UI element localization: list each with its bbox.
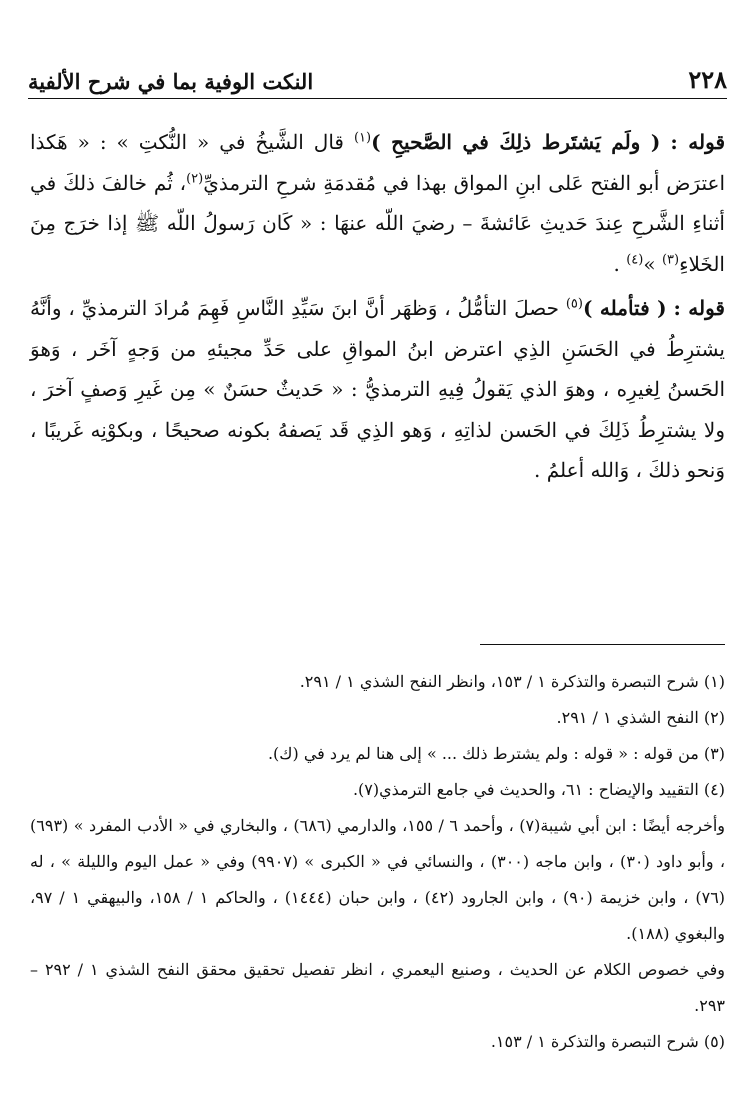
paragraph-1-intro: قوله :: [670, 130, 725, 154]
paragraph-2-text: حصلَ التأمُّلُ ، وَظهَر أنَّ ابنَ سَيِّدِ النَّاسِ فَهِمَ مُرادَ الترمذيِّ ، وأنَّهُ يشترِطُ في الحَسَنِ الذِي اعترض ابنُ المواقِ على حَدِّ مجيئهِ من وَجهٍ آخَر ، وَهوَ الحَسنُ لِغيرِه ، وهوَ الذي يَقولُ فِيهِ الترمذيُّ : « حَديثٌ حسَنٌ » مِن غَيرِ وَصفٍ آخرَ ، ولا يشترِطُ ذَلِكَ في الحَسن لذاتِهِ ، وَهو الذِي قَد يَصفهُ بكونه صحيحًا ، وبكوْنِه غَريبًا ، وَنحو ذلكَ ، وَالله أعلمُ .: [30, 296, 725, 482]
footnote-1: (١) شرح التبصرة والتذكرة ١ / ١٥٣، وانظر النفح الشذي ١ / ٢٩١.: [299, 672, 725, 691]
paragraph-1-text-a: « هَكذا اعترَض أبو الفتح عَلى ابنِ المواق بهذا في مُقدمَةِ شرحِ الترمذيِّ: [30, 130, 725, 195]
paragraph-1-text-d: .: [613, 251, 627, 276]
paragraph-1-quote: ( ولَم يَشتَرط ذلِكَ في الصَّحيحِ ): [371, 130, 661, 154]
footnote-4-continued-2: وفي خصوص الكلام عن الحديث ، وصنيع اليعمري ، انظر تفصيل تحقيق محقق النفح الشذي ١ / ٢٩٢ – ٢٩٣.: [30, 960, 726, 1015]
running-header: [28, 58, 727, 99]
footnote-ref-4: (٤): [626, 251, 644, 267]
paragraph-1-text-c: »: [643, 251, 662, 276]
footnote-separator: [480, 644, 725, 645]
paragraph-1-text-b: ، ثُم خالفَ ذلكَ في أثناءِ الشَّرحِ عِندَ حَديثِ عَائشةَ – رضيَ اللّه عنهَا : « كَان رَسولُ اللّه ﷺ إذا خرَج مِنَ الخَلاءِ: [30, 170, 725, 276]
footnote-4-continued: وأخرجه أيضًا : ابن أبي شيبة(٧) ، وأحمد ٦ / ١٥٥، والدارمي (٦٨٦) ، والبخاري في « الأدب المفرد » (٦٩٣) ، وأبو داود (٣٠) ، وابن ماجه (٣٠٠) ، والنسائي في « الكبرى » (٩٩٠٧) وفي « عمل اليوم والليلة » ، له (٧٦) ، وابن خزيمة (٩٠) ، وابن الجارود (٤٢) ، وابن حبان (١٤٤٤) ، والحاكم ١ / ١٥٨، والبيهقي ١ / ٩٧، والبغوي (١٨٨).: [30, 816, 726, 943]
footnote-5: (٥) شرح التبصرة والتذكرة ١ / ١٥٣.: [490, 1032, 725, 1051]
paragraph-2-quote: ( فتأمله ): [582, 296, 667, 320]
footnote-4: (٤) التقييد والإيضاح : ٦١، والحديث في جامع الترمذي(٧).: [352, 780, 725, 799]
running-title: النكت الوفية بما في شرح الألفية: [28, 69, 314, 94]
paragraph-2: [30, 288, 725, 491]
footnote-ref-2: (٢): [186, 170, 204, 186]
footnote-2: (٢) النفح الشذي ١ / ٢٩١.: [556, 708, 725, 727]
footnote-ref-1: (١): [353, 130, 372, 146]
paragraph-1: [30, 122, 725, 284]
paragraph-1-after-quote: قال الشَّيخُ في « النُّكتِ » :: [99, 130, 354, 154]
footnote-ref-3: (٣): [661, 251, 680, 267]
main-text: [30, 122, 725, 495]
footnote-3: (٣) من قوله : « قوله : ولم يشترط ذلك ... » إلى هنا لم يرد في (ك).: [267, 744, 725, 763]
paragraph-2-intro: قوله :: [673, 296, 725, 320]
footnotes: [30, 664, 725, 1060]
footnote-ref-5: (٥): [565, 296, 583, 312]
page-number: ٢٢٨: [688, 65, 727, 94]
